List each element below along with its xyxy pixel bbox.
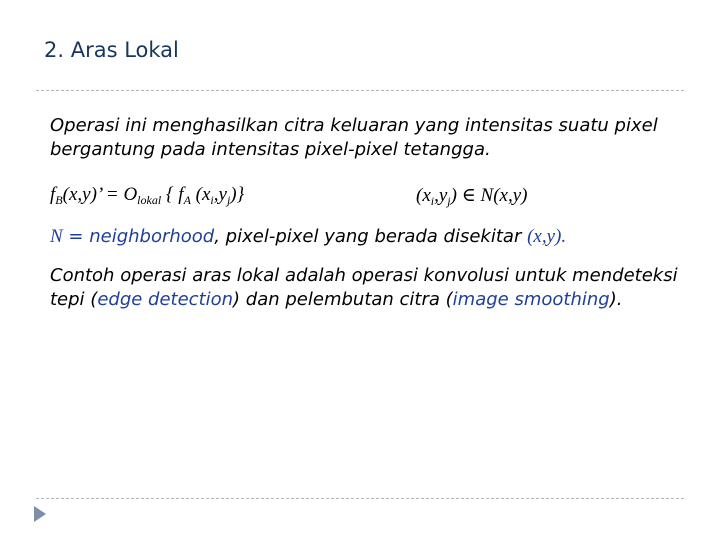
formula-rhs <box>416 184 527 207</box>
formula-brace: { f <box>161 184 184 205</box>
formula-args: (x,y)’ = O <box>62 184 138 205</box>
formula-sub-b: B <box>55 193 63 207</box>
xy-term: (x,y) <box>527 226 562 247</box>
formula-sub-i: i <box>210 193 214 207</box>
neighborhood-definition <box>50 226 690 248</box>
formula <box>50 184 670 212</box>
formula-sub-j: j <box>226 193 231 207</box>
main-content <box>50 114 690 162</box>
n-symbol: N <box>50 226 63 247</box>
neighborhood-rest: , pixel-pixel yang berada disekitar <box>214 226 528 247</box>
formula-rhs-sub-j: j <box>447 194 451 208</box>
formula-end: )} <box>230 184 245 205</box>
edge-detection-term: edge detection <box>97 289 234 310</box>
formula-rhs-x: (x <box>416 185 431 206</box>
formula-sub-a: A <box>183 193 191 207</box>
example-part2: ) dan pelembutan citra ( <box>233 289 453 310</box>
example-part3: ). <box>609 289 623 310</box>
n-eq: = <box>62 226 90 247</box>
formula-sub-lokal: lokal <box>137 193 162 207</box>
period: . <box>561 226 567 247</box>
paragraph-description: Operasi ini menghasilkan citra keluaran yang intensitas suatu pixel bergantung pada intensitas pixel-pixel tetangga. <box>50 115 658 160</box>
paragraph-example <box>50 264 690 312</box>
formula-f: f <box>50 184 56 205</box>
formula-lhs <box>50 184 244 206</box>
formula-rhs-sub-i: i <box>430 194 435 208</box>
bottom-divider <box>36 498 684 499</box>
next-arrow-icon[interactable] <box>34 506 46 522</box>
formula-yj: ,y <box>213 184 227 205</box>
slide-title: 2. Aras Lokal <box>44 38 179 62</box>
formula-rhs-end: ) ∈ N(x,y) <box>450 185 528 206</box>
formula-xi: (x <box>190 184 211 205</box>
top-divider <box>36 90 684 91</box>
example-part1: Contoh operasi aras lokal adalah operasi konvolusi untuk mendeteksi tepi ( <box>50 265 678 310</box>
neighborhood-term: neighborhood <box>89 226 215 247</box>
image-smoothing-term: image smoothing <box>452 289 610 310</box>
formula-rhs-y: ,y <box>434 185 448 206</box>
